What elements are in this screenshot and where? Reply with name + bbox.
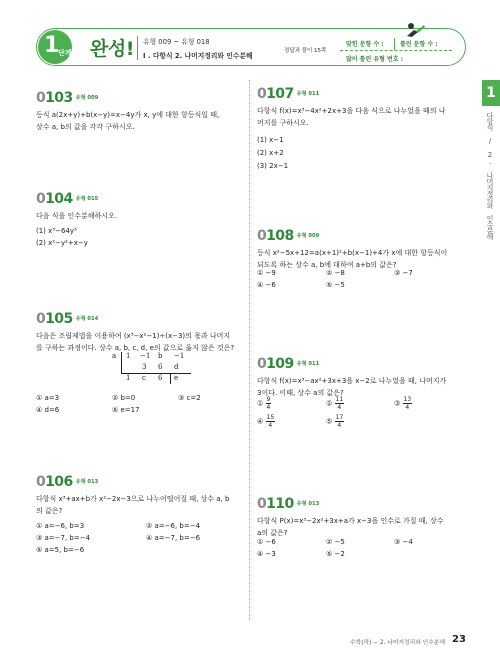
problem-type: 유형 009 [75, 95, 99, 101]
choice: (2) x²−y²+x−y [36, 239, 88, 247]
problem-line: 머지를 구하시오. [257, 119, 309, 127]
division-remainder-bar [170, 374, 171, 384]
choice: ① −6 [257, 538, 276, 546]
division-cell: 6 [158, 363, 163, 371]
problem-104 [36, 188, 117, 249]
choice: (1) x−1 [257, 136, 284, 144]
choice: ③ −7 [394, 269, 413, 277]
division-cell: b [158, 352, 163, 360]
problem-108 [257, 225, 473, 271]
division-cell: 1 [126, 352, 131, 360]
chapter-tab: 1 [482, 80, 500, 106]
choice: ② a=−6, b=−4 [146, 522, 201, 530]
problem-line: 3이다. 이때, 상수 a의 값은? [257, 389, 344, 397]
division-cell: e [174, 374, 179, 382]
choice: ⑤ −5 [326, 281, 345, 289]
problem-line: a의 값은? [257, 529, 288, 537]
choice: ③ −4 [394, 538, 413, 546]
problem-type: 유형 011 [296, 91, 320, 97]
problem-number: 0109 [257, 356, 294, 372]
division-cell: −1 [140, 352, 151, 360]
problem-line: 다항식 f(x)=x³−4x²+2x+3을 다음 식으로 나누었을 때의 나 [257, 107, 446, 115]
choice: ④ $\frac{15}{4}$ [257, 414, 275, 429]
choice: ⑤ e=17 [112, 406, 140, 414]
problem-line: 다음 식을 인수분해하시오. [36, 212, 118, 220]
choice: ④ a=−7, b=−6 [146, 534, 201, 542]
score-divider [394, 38, 395, 50]
problem-number: 0110 [257, 496, 294, 512]
division-cell: a [112, 352, 117, 360]
division-cell: c [142, 374, 146, 382]
problem-107 [257, 83, 473, 172]
problem-line: 를 구하는 과정이다. 상수 a, b, c, d, e의 값으로 옳지 않은 것은? [36, 344, 235, 352]
type-range: 유형 009 ~ 유형 018 [143, 38, 210, 46]
division-cell: 3 [142, 363, 147, 371]
choice: ① $\frac{9}{4}$ [257, 396, 271, 411]
problem-line: 상수 a, b의 값을 각각 구하시오. [36, 123, 135, 131]
synthetic-division [112, 352, 192, 386]
pencil-icon [404, 22, 426, 38]
unit-word: 단계 [58, 49, 72, 57]
choice: ④ −6 [257, 281, 276, 289]
choice: (2) x+2 [257, 149, 284, 157]
problem-number: 0104 [36, 191, 73, 207]
choice: ③ $\frac{13}{4}$ [394, 396, 412, 411]
choice: ② b=0 [112, 394, 136, 402]
division-cell: −1 [174, 352, 185, 360]
problem-type: 유형 011 [296, 361, 320, 367]
division-line [121, 373, 191, 374]
problem-number: 0103 [36, 90, 73, 106]
problem-number: 0105 [36, 311, 73, 327]
score-box [340, 37, 452, 51]
problem-type: 유형 013 [75, 479, 99, 485]
problem-number: 0106 [36, 474, 73, 490]
problem-line: 등식 x²−5x+12=a(x+1)²+b(x−1)+4가 x에 대한 항등식이 [257, 249, 448, 257]
choice: ② $\frac{11}{4}$ [326, 396, 344, 411]
choice: ① a=3 [36, 394, 60, 402]
division-cell: 6 [158, 374, 163, 382]
problem-number: 0107 [257, 86, 294, 102]
choice: (3) 2x−1 [257, 162, 289, 170]
division-cell: 1 [126, 374, 131, 382]
choice: ① a=−6, b=3 [36, 522, 85, 530]
choice: ⑤ −2 [326, 550, 345, 558]
choice: ③ c=2 [178, 394, 201, 402]
solution-ref: 정답과 풀이 15쪽 [284, 48, 327, 54]
wrong-count-label: 틀린 문항 수 : [400, 41, 438, 48]
problem-number: 0108 [257, 228, 294, 244]
problem-line: 등식 a(2x+y)+b(x−y)=x−4y가 x, y에 대한 항등식일 때, [36, 111, 220, 119]
problem-line: 다항식 f(x)=x³−ax²+3x+3을 x−2로 나누었을 때, 나머지가 [257, 377, 447, 385]
choice: (1) x³−64y³ [36, 227, 77, 235]
choice: ① −9 [257, 269, 276, 277]
unit-name: I . 다항식 2. 나머지정리와 인수분해 [143, 52, 253, 60]
division-cell: d [174, 363, 179, 371]
division-bar [121, 352, 122, 373]
problem-105 [36, 308, 246, 354]
header-divider [137, 36, 138, 60]
page-title: 완성! [90, 38, 134, 60]
column-divider [249, 80, 250, 620]
chapter-tab-label: 다항식 / 2. 나머지정리와 인수분해 [486, 112, 494, 239]
choice: ④ −3 [257, 550, 276, 558]
problem-line: 되도록 하는 상수 a, b에 대하여 a+b의 값은? [257, 261, 397, 269]
problem-106 [36, 471, 248, 517]
footer-text: 수학(하) − 2. 나머지정리와 인수분해 [350, 640, 446, 646]
problem-109 [257, 353, 473, 399]
problem-line: 다음은 조립제법을 이용하여 (x³−x²−1)÷(x−3)의 몫과 나머지 [36, 332, 231, 340]
unit-number: 1 [44, 33, 60, 58]
correct-count-label: 맞힌 문항 수 : [346, 41, 384, 48]
problem-110 [257, 493, 473, 539]
problem-type: 유형 015 [75, 196, 99, 202]
weak-type-label: 많이 틀린 유형 번호 : [346, 56, 404, 63]
problem-line: 의 값은? [36, 507, 63, 515]
problem-line: 다항식 P(x)=x³−2x²+3x+a가 x−3을 인수로 가질 때, 상수 [257, 517, 444, 525]
choice: ② −5 [326, 538, 345, 546]
choice: ⑤ $\frac{17}{4}$ [326, 414, 344, 429]
problem-type: 유형 014 [75, 316, 99, 322]
choice: ④ d=6 [36, 406, 60, 414]
weak-type-box [340, 51, 452, 65]
page-number: 23 [452, 634, 466, 645]
problem-103 [36, 87, 219, 133]
choice: ② −8 [326, 269, 345, 277]
choice: ③ a=−7, b=−4 [36, 534, 91, 542]
problem-type: 유형 009 [296, 233, 320, 239]
choice: ⑤ a=5, b=−6 [36, 546, 85, 554]
problem-type: 유형 013 [296, 501, 320, 507]
problem-line: 다항식 x³+ax+b가 x²−2x−3으로 나누어떨어질 때, 상수 a, b [36, 495, 230, 503]
